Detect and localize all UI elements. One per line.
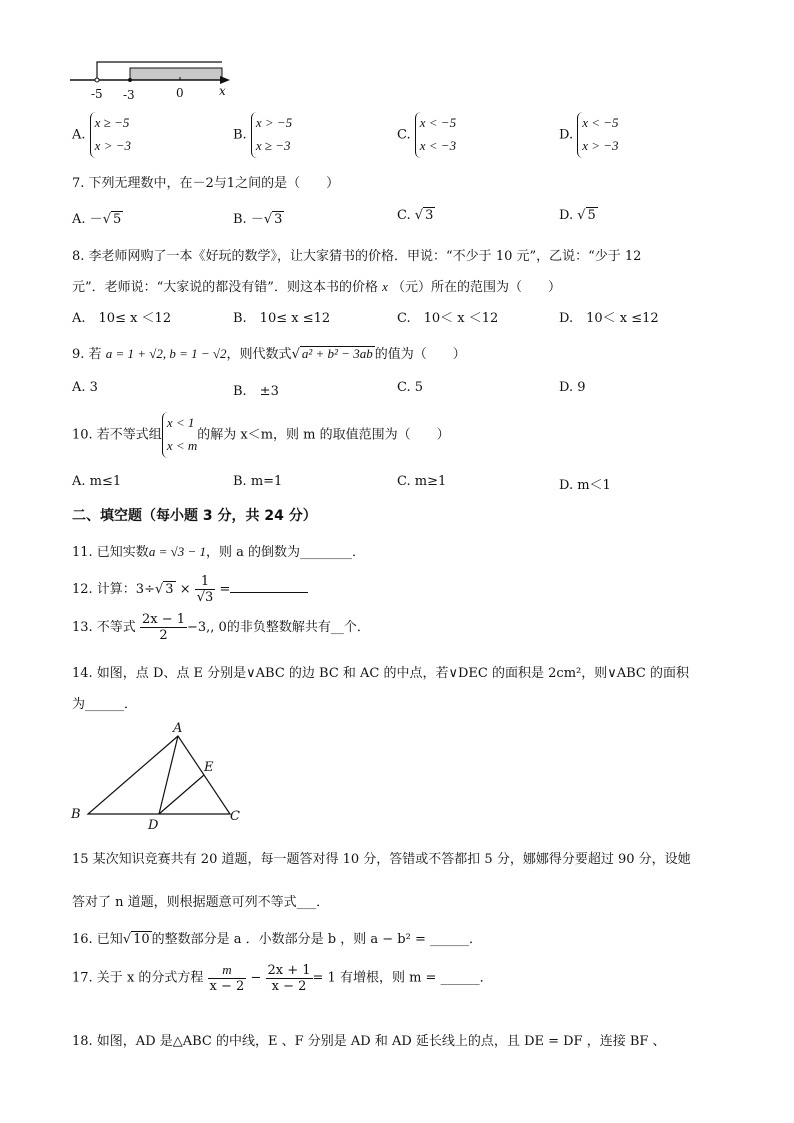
q10-option-c[interactable]: C. m≥1 [397,474,447,489]
q6-option-c[interactable]: C. x < −5 x < −3 [397,112,456,158]
vertex-label-b: B [71,807,81,822]
q9-option-c[interactable]: C. 5 [397,380,424,395]
q7-option-d[interactable]: D. √ 5 [559,208,596,223]
q6-option-a[interactable]: A. x ≥ −5 x > −3 [72,112,131,158]
vertex-label-e: E [204,760,214,775]
point-minus-3 [128,78,132,82]
q10-option-b[interactable]: B. m=1 [233,474,283,489]
vertex-label-a: A [173,721,183,736]
q14-line2: 为______． [72,697,138,712]
q8-line2: 元”．老师说：“大家说的都没有错”．则这本书的价格 x （元）所在的范围为（ ） [72,279,562,295]
q7-option-a[interactable]: A. －√ 5 [72,212,122,227]
nl-label-x: x [219,84,226,98]
section-heading-fill-in: 二、填空题（每小题 3 分，共 24 分） [72,508,317,524]
axis-arrow [220,76,230,84]
q10-option-a[interactable]: A. m≤1 [72,474,122,489]
q14-line1: 14. 如图，点 D、点 E 分别是∨ABC 的边 BC 和 AC 的中点，若∨DEC 的面积是 2cm²，则∨ABC 的面积 [72,666,690,681]
vertex-label-c: C [230,809,240,824]
nl-label-minus5: -5 [91,87,103,101]
q6-option-b[interactable]: B. x > −5 x ≥ −3 [233,112,292,158]
q8-line1: 8. 李老师网购了一本《好玩的数学》，让大家猜书的价格．甲说：“不少于 10 元”，乙说：“少于 12 [72,249,642,264]
q13-stem: 13. 不等式 $\frac{2x - 1}{2}$ −3,, 0的非负整数解共有__个． [72,612,370,643]
q8-option-b[interactable]: B. 10≤ x ≤12 [233,311,331,326]
q9-option-a[interactable]: A. 3 [72,380,98,395]
q9-stem: 9. 若 a = 1 + √2, b = 1 − √2，则代数式√ a² + b² − 3ab 的值为（ ） [72,346,466,362]
nl-label-zero: 0 [176,86,184,100]
q15-line2: 答对了 n 道题，则根据题意可列不等式___． [72,895,330,910]
q8-option-a[interactable]: A. 10≤ x ＜12 [72,311,172,326]
q8-option-d[interactable]: D. 10＜ x ≤12 [559,311,659,326]
triangle-abc [88,736,230,814]
point-minus-5 [95,78,99,82]
q15-line1: 15 某次知识竞赛共有 20 道题，每一题答对得 10 分，答错或不答都扣 5 分，娜娜得分要超过 90 分，设她 [72,852,691,867]
segment-de [159,775,204,814]
solution-region-shade [130,68,222,80]
q18-line1: 18. 如图，AD 是△ABC 的中线，E 、F 分别是 AD 和 AD 延长线上的点，且 DE = DF ，连接 BF 、 [72,1034,666,1049]
segment-ad [159,736,178,814]
q10-stem: 10. 若不等式组x < 1 x < m的解为 x＜m，则 m 的取值范围为（ ） [72,412,450,458]
q11-stem: 11. 已知实数a = √3 − 1，则 a 的倒数为________． [72,544,366,560]
q8-option-c[interactable]: C. 10＜ x ＜12 [397,311,499,326]
q9-option-d[interactable]: D. 9 [559,380,586,395]
q6-option-d[interactable]: D. x < −5 x > −3 [559,112,619,158]
q10-option-d[interactable]: D. m＜1 [559,478,611,493]
q7-option-b[interactable]: B. －√ 3 [233,212,283,227]
q12-stem: 12. 计算：3÷√ 3 × $\frac{1}{√3}$ = [72,574,308,605]
triangle-figure [70,718,250,838]
q7-stem: 7. 下列无理数中，在－2与1之间的是（ ） [72,176,340,191]
q16-stem: 16. 已知√ 10 的整数部分是 a ．小数部分是 b ，则 a − b² = ______． [72,932,482,947]
vertex-label-d: D [148,818,159,833]
nl-label-minus3: -3 [123,88,135,102]
q17-stem: 17. 关于 x 的分式方程 $\frac{m}{x - 2}$ − $\frac{2x + 1}{x - 2}$ = 1 有增根，则 m = ______． [72,962,493,994]
q9-option-b[interactable]: B. ±3 [233,384,279,399]
q7-option-c[interactable]: C. √ 3 [397,208,434,223]
